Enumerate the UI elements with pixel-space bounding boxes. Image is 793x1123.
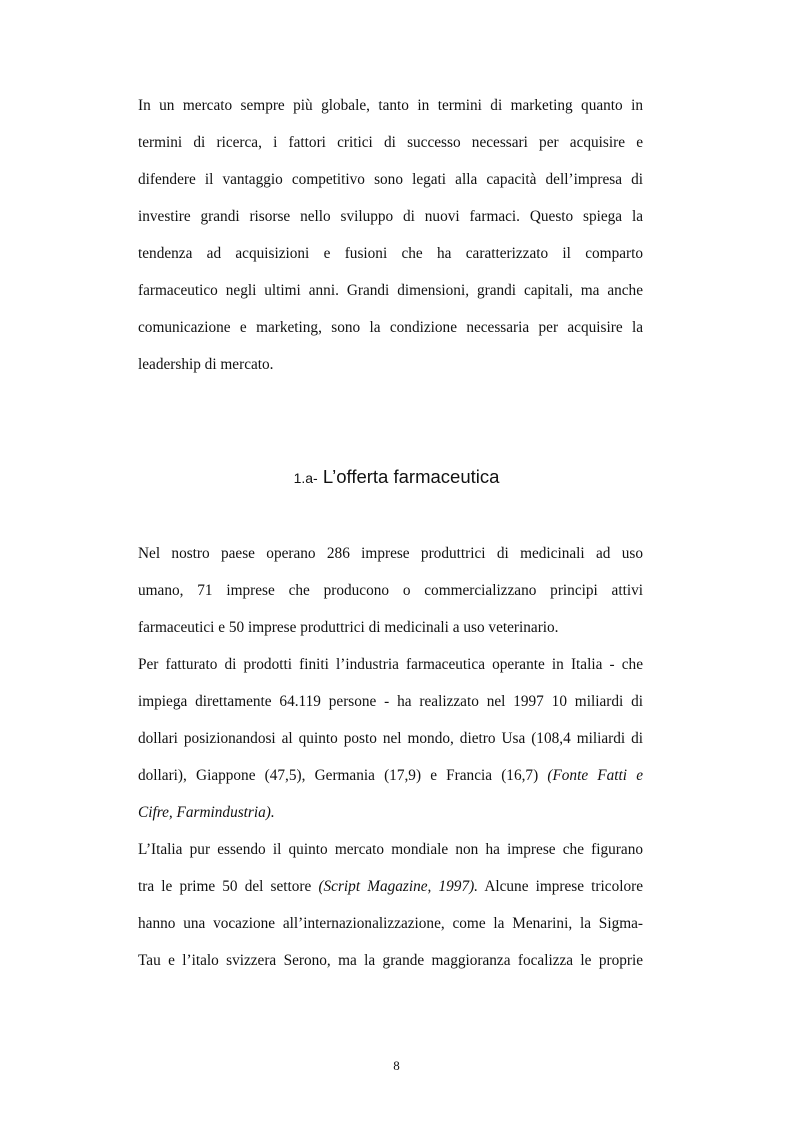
text-line: difendere il vantaggio competitivo sono legati alla capacità dell’impresa di [138,171,643,188]
text-line: hanno una vocazione all’internazionalizzazione, come la Menarini, la Sigma- [138,915,643,932]
text-line [138,876,643,913]
citation: (Script Magazine, 1997). [318,878,479,895]
text-span: Alcune imprese tricolore [484,878,643,895]
text-line: Nel nostro paese operano 286 imprese produttrici di medicinali ad uso [138,545,643,562]
section-heading [0,465,793,490]
text-line: dollari posizionandosi al quinto posto nel mondo, dietro Usa (108,4 miliardi di [138,730,643,747]
paragraph-intro [138,95,643,391]
section-title: L’offerta farmaceutica [322,466,500,487]
text-line: investire grandi risorse nello sviluppo di nuovi farmaci. Questo spiega la [138,208,643,225]
text-span: tra le prime 50 del settore [138,878,312,895]
citation: Cifre, Farmindustria). [138,804,275,821]
text-line: tendenza ad acquisizioni e fusioni che ha caratterizzato il comparto [138,245,643,262]
text-line: umano, 71 imprese che producono o commercializzano principi attivi [138,582,643,599]
paragraph-imprese [138,543,643,654]
text-line: In un mercato sempre più globale, tanto in termini di marketing quanto in [138,97,643,114]
text-line: Per fatturato di prodotti finiti l’industria farmaceutica operante in Italia - che [138,656,643,673]
text-line: comunicazione e marketing, sono la condizione necessaria per acquisire la [138,319,643,336]
text-line: leadership di mercato. [138,356,274,373]
paragraph-italia [138,839,643,987]
text-line: farmaceutici e 50 imprese produttrici di medicinali a uso veterinario. [138,619,559,636]
text-line: farmaceutico negli ultimi anni. Grandi dimensioni, grandi capitali, ma anche [138,282,643,299]
text-span: dollari), Giappone (47,5), Germania (17,9) e Francia (16,7) [138,767,539,784]
text-line: L’Italia pur essendo il quinto mercato mondiale non ha imprese che figurano [138,841,643,858]
page-number: 8 [393,1058,400,1073]
citation: (Fonte Fatti e [547,767,643,784]
text-line [138,802,643,839]
text-line: Tau e l’italo svizzera Serono, ma la grande maggioranza focalizza le proprie [138,952,643,969]
paragraph-fatturato [138,654,643,839]
text-line: impiega direttamente 64.119 persone - ha realizzato nel 1997 10 miliardi di [138,693,643,710]
text-line: termini di ricerca, i fattori critici di successo necessari per acquisire e [138,134,643,151]
section-number: 1.a- [293,470,318,486]
text-line [138,765,643,802]
